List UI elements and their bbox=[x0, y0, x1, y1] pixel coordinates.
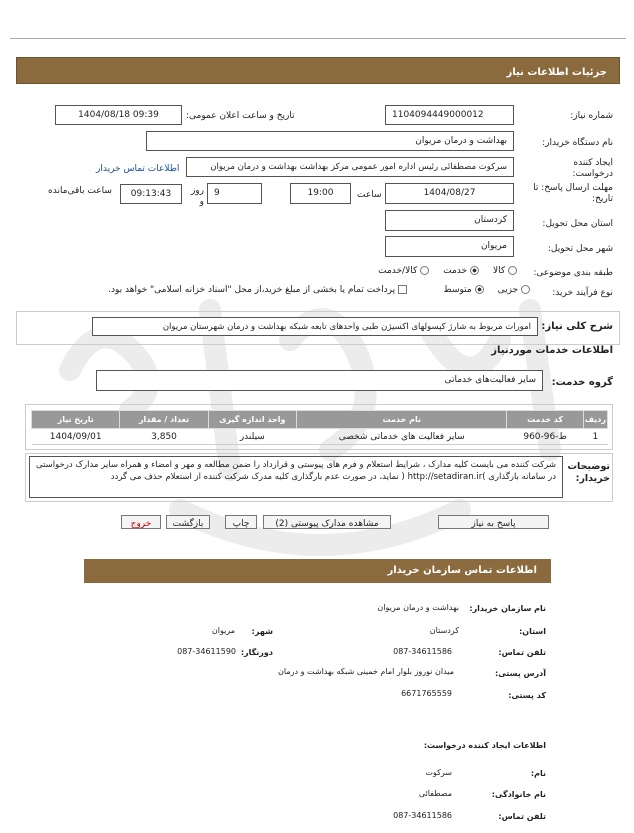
radio-selected-icon[interactable] bbox=[475, 285, 484, 294]
col-date: تاریخ نیاز bbox=[32, 411, 120, 429]
city-label: شهر محل تحویل: bbox=[547, 244, 613, 254]
top-divider bbox=[10, 38, 626, 39]
contact-fax-label: دورنگار: bbox=[240, 648, 273, 657]
radio-icon[interactable] bbox=[508, 266, 517, 275]
contact-section-header: اطلاعات تماس سازمان خریدار bbox=[84, 559, 551, 583]
buyer-field: بهداشت و درمان مریوان bbox=[146, 131, 514, 151]
buyer-contact-link[interactable]: اطلاعات تماس خریدار bbox=[96, 164, 180, 174]
payment-treasury-option[interactable] bbox=[108, 285, 407, 295]
process-option-medium[interactable]: متوسط bbox=[443, 285, 483, 295]
process-radio-group bbox=[443, 285, 530, 295]
need-number-label: شماره نیاز: bbox=[570, 111, 613, 121]
category-option-service[interactable]: خدمت bbox=[443, 266, 479, 276]
category-option-both[interactable]: کالا/خدمت bbox=[378, 266, 429, 276]
creator-info-title: اطلاعات ایجاد کننده درخواست: bbox=[423, 741, 546, 750]
radio-icon[interactable] bbox=[521, 285, 530, 294]
radio-selected-icon[interactable] bbox=[470, 266, 479, 275]
creator-field: سرکوت مصطفائی رئیس اداره امور عمومی مرکز بهداشت بهداشت و درمان مریوان bbox=[186, 157, 514, 177]
contact-postal-label: کد پستی: bbox=[508, 691, 546, 700]
time-label: ساعت bbox=[357, 190, 382, 200]
contact-postal-value: 6671765559 bbox=[401, 689, 452, 698]
contact-phone-value: 087-34611586 bbox=[393, 647, 452, 656]
col-row: ردیف bbox=[583, 411, 607, 429]
days-field: 9 bbox=[207, 183, 262, 204]
buyer-label: نام دستگاه خریدار: bbox=[542, 138, 613, 148]
deadline-time-field: 19:00 bbox=[290, 183, 351, 204]
contact-fax-value: 087-34611590 bbox=[177, 647, 236, 656]
creator-phone-label: تلفن تماس: bbox=[498, 812, 546, 821]
col-unit: واحد اندازه گیری bbox=[208, 411, 296, 429]
page-header: جزئیات اطلاعات نیاز bbox=[16, 57, 620, 84]
announce-field: 1404/08/18 09:39 bbox=[55, 105, 182, 125]
radio-icon[interactable] bbox=[420, 266, 429, 275]
exit-button[interactable]: خروج bbox=[121, 515, 161, 529]
cell-row: 1 bbox=[583, 429, 607, 445]
city-field: مریوان bbox=[385, 236, 514, 257]
remaining-time-field: 09:13:43 bbox=[120, 184, 182, 204]
service-group-field: سایر فعالیت‌های خدماتی bbox=[96, 370, 543, 391]
checkbox-icon[interactable] bbox=[398, 285, 407, 294]
contact-province-label: استان: bbox=[519, 627, 546, 636]
category-radio-group bbox=[378, 266, 517, 276]
days-label: روز و bbox=[190, 186, 204, 207]
cell-qty: 3,850 bbox=[120, 429, 208, 445]
summary-label: شرح کلی نیاز: bbox=[541, 321, 613, 332]
table-header-row bbox=[32, 411, 608, 429]
creator-phone-value: 087-34611586 bbox=[393, 811, 452, 820]
process-label: نوع فرآیند خرید: bbox=[552, 288, 613, 298]
contact-phone-label: تلفن تماس: bbox=[498, 648, 546, 657]
province-label: استان محل تحویل: bbox=[542, 219, 613, 229]
print-button[interactable]: چاپ bbox=[225, 515, 257, 529]
process-option-minor[interactable]: جزیی bbox=[498, 285, 530, 295]
cell-name: سایر فعالیت های خدماتی شخصی bbox=[297, 429, 507, 445]
cell-code: ط-96-960 bbox=[507, 429, 583, 445]
creator-family-label: نام خانوادگی: bbox=[491, 790, 546, 799]
category-label: طبقه بندی موضوعی: bbox=[533, 268, 613, 278]
contact-province-value: کردستان bbox=[429, 626, 459, 635]
services-table bbox=[31, 410, 608, 445]
back-button[interactable]: بازگشت bbox=[166, 515, 210, 529]
need-number-field: 1104094449000012 bbox=[385, 105, 514, 125]
col-qty: تعداد / مقدار bbox=[120, 411, 208, 429]
creator-name-value: سرکوت bbox=[425, 768, 452, 777]
deadline-label: مهلت ارسال پاسخ: تا تاریخ: bbox=[533, 183, 613, 204]
creator-label: ایجاد کننده درخواست: bbox=[572, 158, 613, 179]
contact-address-label: آدرس پستی: bbox=[495, 669, 546, 678]
cell-unit: سیلندر bbox=[208, 429, 296, 445]
contact-city-label: شهر: bbox=[251, 627, 273, 636]
reply-button[interactable]: پاسخ به نیاز bbox=[438, 515, 549, 529]
cell-date: 1404/09/01 bbox=[32, 429, 120, 445]
notes-label: توضیحات خریدار: bbox=[567, 461, 610, 484]
table-row bbox=[32, 429, 608, 445]
contact-address-value: میدان نوروز بلوار امام خمینی شبکه بهداشت و درمان bbox=[278, 667, 454, 676]
creator-family-value: مصطفائی bbox=[418, 789, 452, 798]
category-option-goods[interactable]: کالا bbox=[493, 266, 517, 276]
creator-name-label: نام: bbox=[530, 769, 546, 778]
contact-org-value: بهداشت و درمان مریوان bbox=[377, 603, 459, 612]
col-code: کد خدمت bbox=[507, 411, 583, 429]
payment-note: پرداخت تمام یا بخشی از مبلغ خرید،از محل "اسناد خزانه اسلامی" خواهد بود. bbox=[108, 285, 396, 295]
summary-field: امورات مربوط به شارژ کپسولهای اکسیژن طبی واحدهای تابعه شبکه بهداشت و درمان شهرستان مریوان bbox=[92, 317, 538, 336]
province-field: کردستان bbox=[385, 210, 514, 231]
col-name: نام خدمت bbox=[297, 411, 507, 429]
contact-org-label: نام سازمان خریدار: bbox=[469, 604, 546, 613]
service-group-label: گروه خدمت: bbox=[551, 377, 613, 388]
contact-city-value: مریوان bbox=[211, 626, 235, 635]
attachments-button[interactable]: مشاهده مدارک پیوستی (2) bbox=[263, 515, 391, 529]
services-section-title: اطلاعات خدمات موردنیاز bbox=[491, 345, 613, 356]
announce-label: تاریخ و ساعت اعلان عمومی: bbox=[186, 111, 295, 121]
remaining-label: ساعت باقی‌مانده bbox=[48, 186, 112, 196]
notes-field: شرکت کننده می بایست کلیه مدارک ، شرایط استعلام و فرم های پیوستی و قرارداد را ضمن مطالعه و مهر و امضاء و همراه سایر مدارک درخواستی در سامانه بارگذاری )http://setadiran.ir ( نماید، در صورت عدم بارگذاری کلیه مدرک شرکت کننده از استعلام حذف می گردد bbox=[29, 456, 563, 498]
deadline-date-field: 1404/08/27 bbox=[385, 183, 514, 204]
